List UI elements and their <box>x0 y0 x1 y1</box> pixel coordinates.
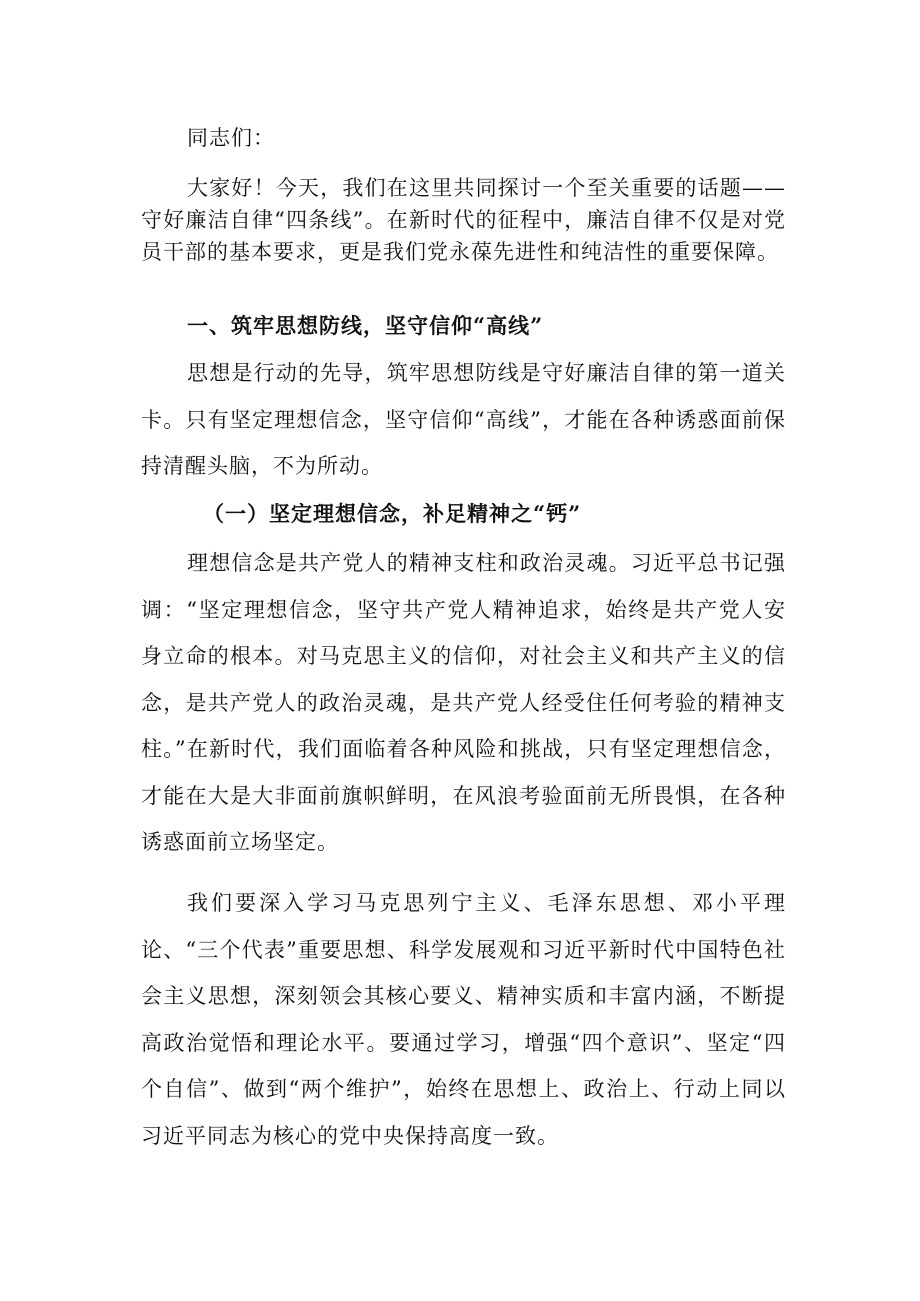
body-paragraph-1: 思想是行动的先导，筑牢思想防线是守好廉洁自律的第一道关卡。只有坚定理想信念，坚守信仰“高线”，才能在各种诱惑面前保持清醒头脑，不为所动。 <box>141 361 786 478</box>
salutation: 同志们： <box>187 126 275 150</box>
intro-paragraph: 大家好！今天，我们在这里共同探讨一个至关重要的话题——守好廉洁自律“四条线”。在新时代的征程中，廉洁自律不仅是对党员干部的基本要求，更是我们党永葆先进性和纯洁性的重要保障。 <box>141 176 786 264</box>
body-paragraph-3: 我们要深入学习马克思列宁主义、毛泽东思想、邓小平理论、“三个代表”重要思想、科学发展观和习近平新时代中国特色社会主义思想，深刻领会其核心要义、精神实质和丰富内涵，不断提高政治觉悟和理论水平。要通过学习，增强“四个意识”、坚定“四个自信”、做到“两个维护”，始终在思想上、政治上、行动上同以习近平同志为核心的党中央保持高度一致。 <box>141 891 786 1148</box>
section-heading-1: 一、筑牢思想防线，坚守信仰“高线” <box>187 313 544 338</box>
body-paragraph-2: 理想信念是共产党人的精神支柱和政治灵魂。习近平总书记强调：“坚定理想信念，坚守共产党人精神追求，始终是共产党人安身立命的根本。对马克思主义的信仰，对社会主义和共产主义的信念，是共产党人的政治灵魂，是共产党人经受住任何考验的精神支柱。”在新时代，我们面临着各种风险和挑战，只有坚定理想信念，才能在大是大非面前旗帜鲜明，在风浪考验面前无所畏惧，在各种诱惑面前立场坚定。 <box>141 551 786 854</box>
subsection-heading-1: （一）坚定理想信念，补足精神之“钙” <box>203 501 582 526</box>
